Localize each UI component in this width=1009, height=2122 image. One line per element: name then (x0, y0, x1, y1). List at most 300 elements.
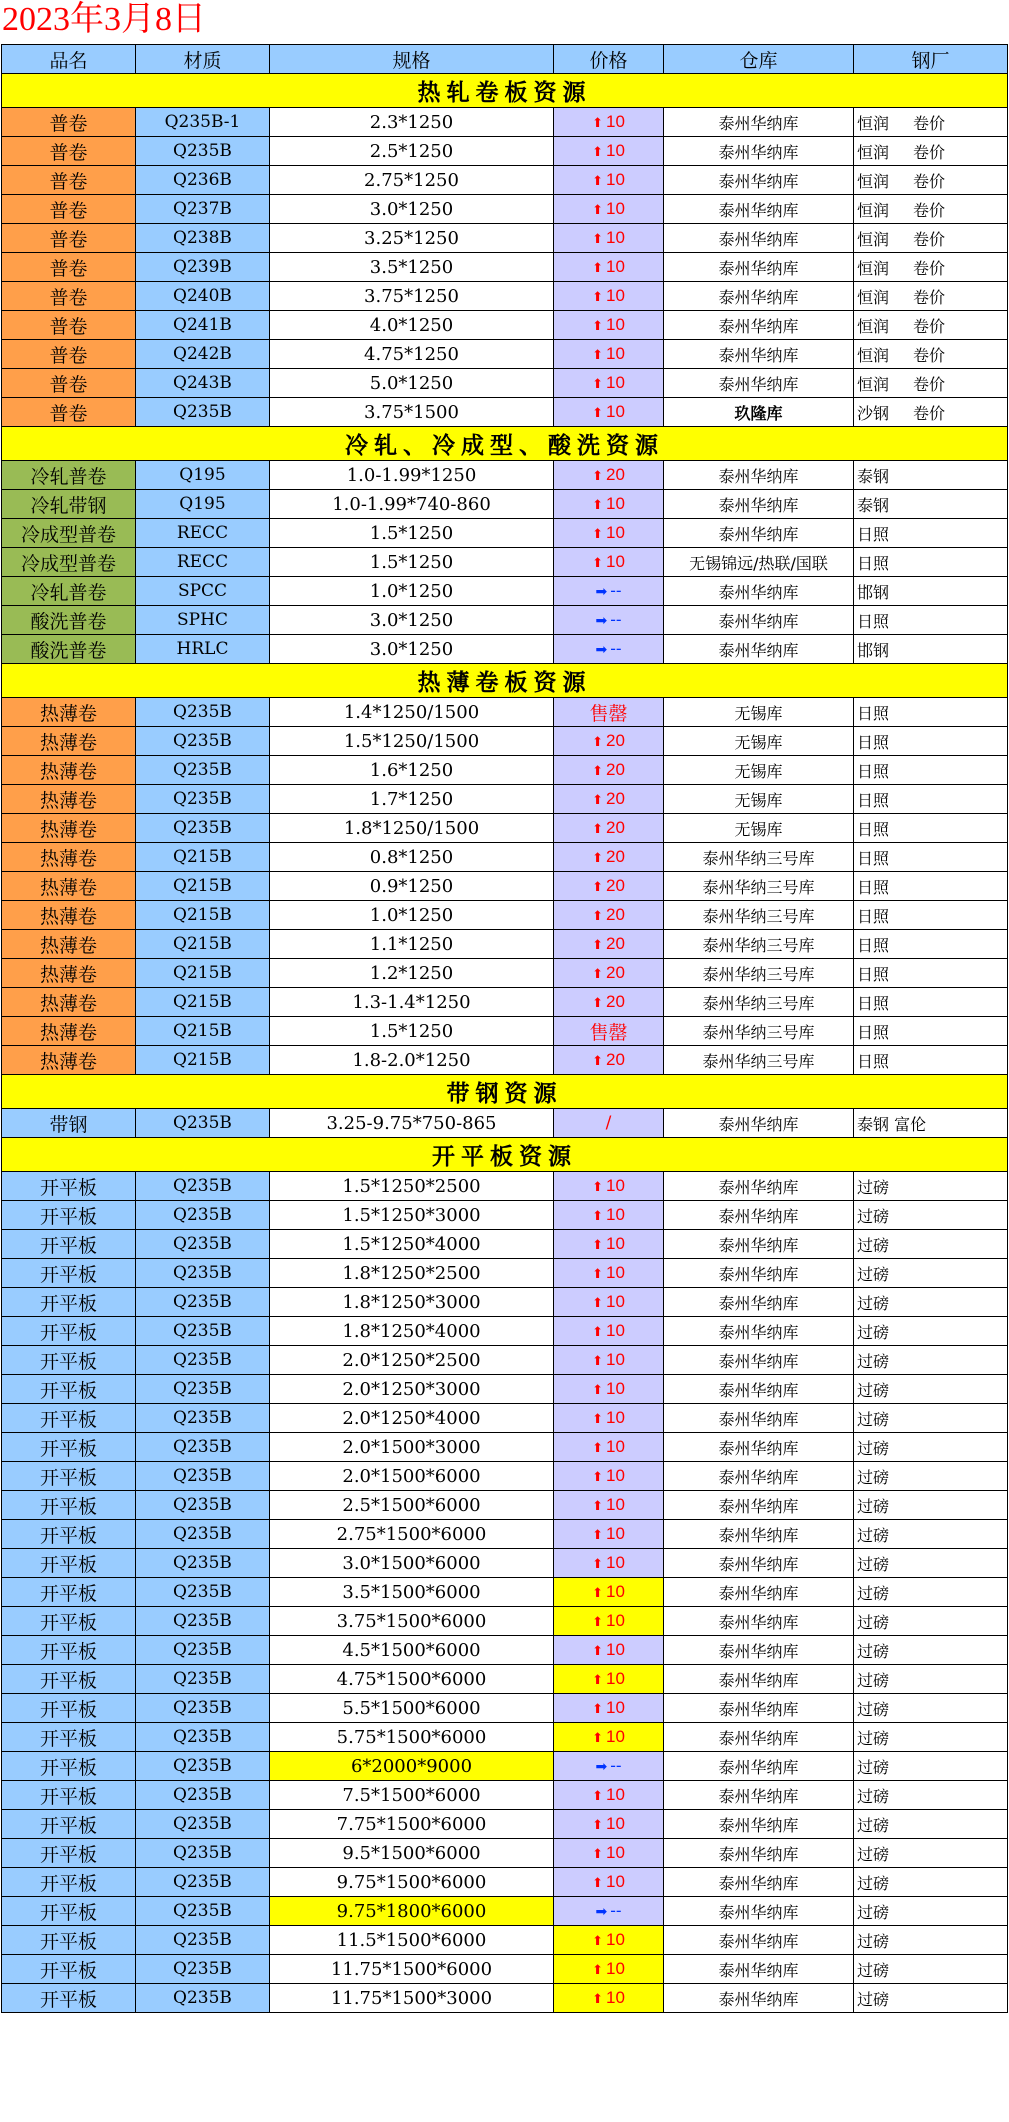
product-name-cell: 热薄卷 (2, 756, 136, 785)
material-cell: Q235B (136, 1665, 270, 1694)
warehouse-cell: 泰州华纳库 (664, 1375, 854, 1404)
header-price: 价格 (554, 45, 664, 74)
mill-cell (854, 1607, 1008, 1636)
material-cell: Q235B (136, 1607, 270, 1636)
material-cell: Q235B (136, 1868, 270, 1897)
material-cell: HRLC (136, 635, 270, 664)
up-arrow-icon: ⬆ (592, 880, 603, 895)
price-change: 10 (605, 1263, 625, 1282)
right-arrow-icon: ➡ (595, 613, 608, 629)
mill-cell (854, 606, 1008, 635)
price-cell (554, 1752, 664, 1781)
material-cell: Q235B (136, 1694, 270, 1723)
material-cell: Q235B (136, 137, 270, 166)
material-cell: Q235B (136, 1462, 270, 1491)
price-change: 10 (605, 1814, 625, 1833)
price-cell (554, 698, 664, 727)
mill-name: 过磅 (857, 1612, 890, 1632)
up-arrow-icon: ⬆ (592, 1876, 603, 1891)
price-cell (554, 1288, 664, 1317)
material-cell: Q215B (136, 959, 270, 988)
spec-cell: 9.75*1800*6000 (270, 1897, 554, 1926)
warehouse-cell: 泰州华纳库 (664, 1897, 854, 1926)
price-cell (554, 843, 664, 872)
product-name-cell: 冷成型普卷 (2, 519, 136, 548)
material-cell: Q235B (136, 1984, 270, 2013)
material-cell: Q235B (136, 1752, 270, 1781)
mill-name: 恒润 (857, 374, 890, 394)
table-row (2, 1665, 1008, 1694)
mill-cell (854, 340, 1008, 369)
price-basis: 卷价 (913, 171, 946, 191)
mill-cell (854, 311, 1008, 340)
price-cell (554, 1346, 664, 1375)
warehouse-cell: 泰州华纳三号库 (664, 843, 854, 872)
up-arrow-icon: ⬆ (592, 822, 603, 837)
mill-name: 过磅 (857, 1177, 890, 1197)
right-arrow-icon: ➡ (595, 584, 608, 600)
up-arrow-icon: ⬆ (592, 1847, 603, 1862)
spec-cell: 1.5*1250*3000 (270, 1201, 554, 1230)
price-change: 10 (605, 1205, 625, 1224)
warehouse-cell: 无锡库 (664, 785, 854, 814)
product-name-cell: 热薄卷 (2, 901, 136, 930)
price-change: 10 (605, 1698, 625, 1717)
price-cell (554, 1520, 664, 1549)
spec-cell: 9.75*1500*6000 (270, 1868, 554, 1897)
mill-name: 过磅 (857, 1960, 890, 1980)
price-cell (554, 108, 664, 137)
material-cell: Q235B (136, 1404, 270, 1433)
mill-name: 恒润 (857, 258, 890, 278)
mill-cell (854, 1288, 1008, 1317)
price-cell (554, 1984, 664, 2013)
table-row (2, 490, 1008, 519)
mill-cell (854, 1984, 1008, 2013)
table-row (2, 166, 1008, 195)
price-cell (554, 1404, 664, 1433)
mill-name: 日照 (857, 524, 890, 544)
mill-name: 过磅 (857, 1931, 890, 1951)
mill-cell (854, 1926, 1008, 1955)
warehouse-cell: 泰州华纳库 (664, 1694, 854, 1723)
product-name-cell: 冷成型普卷 (2, 548, 136, 577)
mill-cell (854, 253, 1008, 282)
mill-cell (854, 1046, 1008, 1075)
spec-cell: 5.5*1500*6000 (270, 1694, 554, 1723)
product-name-cell: 开平板 (2, 1984, 136, 2013)
price-change: 10 (605, 170, 625, 189)
table-row (2, 369, 1008, 398)
warehouse-cell: 泰州华纳库 (664, 1955, 854, 1984)
up-arrow-icon: ⬆ (592, 1209, 603, 1224)
up-arrow-icon: ⬆ (592, 203, 603, 218)
product-name-cell: 普卷 (2, 340, 136, 369)
material-cell: Q235B (136, 727, 270, 756)
spec-cell: 1.8*1250*2500 (270, 1259, 554, 1288)
table-row (2, 1046, 1008, 1075)
product-name-cell: 开平板 (2, 1839, 136, 1868)
mill-name: 日照 (857, 819, 890, 839)
material-cell: Q236B (136, 166, 270, 195)
mill-cell (854, 756, 1008, 785)
mill-name: 过磅 (857, 1409, 890, 1429)
warehouse-cell: 泰州华纳三号库 (664, 959, 854, 988)
section-row (2, 74, 1008, 108)
mill-cell (854, 1665, 1008, 1694)
warehouse-cell: 泰州华纳库 (664, 1259, 854, 1288)
price-cell (554, 137, 664, 166)
mill-name: 过磅 (857, 1728, 890, 1748)
up-arrow-icon: ⬆ (592, 1470, 603, 1485)
material-cell: Q215B (136, 988, 270, 1017)
price-change: 10 (605, 1321, 625, 1340)
mill-cell (854, 282, 1008, 311)
up-arrow-icon: ⬆ (592, 1354, 603, 1369)
product-name-cell: 开平板 (2, 1288, 136, 1317)
warehouse-cell: 泰州华纳库 (664, 137, 854, 166)
up-arrow-icon: ⬆ (592, 1673, 603, 1688)
warehouse-cell: 泰州华纳库 (664, 1491, 854, 1520)
product-name-cell: 热薄卷 (2, 988, 136, 1017)
spec-cell: 1.7*1250 (270, 785, 554, 814)
mill-name: 过磅 (857, 1467, 890, 1487)
up-arrow-icon: ⬆ (592, 469, 603, 484)
right-arrow-icon: ➡ (595, 642, 608, 658)
table-row (2, 1810, 1008, 1839)
mill-name: 日照 (857, 906, 890, 926)
warehouse-cell: 泰州华纳三号库 (664, 1046, 854, 1075)
price-cell (554, 253, 664, 282)
price-cell (554, 282, 664, 311)
mill-cell (854, 1017, 1008, 1046)
material-cell: RECC (136, 519, 270, 548)
price-change: 10 (605, 228, 625, 247)
material-cell: Q235B (136, 1578, 270, 1607)
up-arrow-icon: ⬆ (592, 1499, 603, 1514)
warehouse-cell: 泰州华纳库 (664, 1781, 854, 1810)
price-change: 10 (605, 552, 625, 571)
product-name-cell: 开平板 (2, 1694, 136, 1723)
material-cell: Q235B (136, 1109, 270, 1138)
up-arrow-icon: ⬆ (592, 1054, 603, 1069)
up-arrow-icon: ⬆ (592, 1992, 603, 2007)
warehouse-cell: 泰州华纳库 (664, 1230, 854, 1259)
price-change: 20 (605, 905, 625, 924)
mill-cell (854, 548, 1008, 577)
table-row (2, 195, 1008, 224)
mill-name: 过磅 (857, 1989, 890, 2009)
mill-cell (854, 1694, 1008, 1723)
mill-cell (854, 1955, 1008, 1984)
product-name-cell: 热薄卷 (2, 872, 136, 901)
section-row (2, 1138, 1008, 1172)
table-row (2, 1017, 1008, 1046)
mill-name: 日照 (857, 964, 890, 984)
product-name-cell: 普卷 (2, 137, 136, 166)
spec-cell: 3.0*1250 (270, 635, 554, 664)
table-row (2, 224, 1008, 253)
price-cell (554, 988, 664, 1017)
mill-name: 日照 (857, 553, 890, 573)
up-arrow-icon: ⬆ (592, 1441, 603, 1456)
warehouse-cell: 泰州华纳库 (664, 224, 854, 253)
up-arrow-icon: ⬆ (592, 1963, 603, 1978)
material-cell: Q215B (136, 843, 270, 872)
product-name-cell: 开平板 (2, 1346, 136, 1375)
mill-name: 过磅 (857, 1757, 890, 1777)
price-change: 10 (605, 1669, 625, 1688)
mill-name: 日照 (857, 1022, 890, 1042)
up-arrow-icon: ⬆ (592, 1789, 603, 1804)
product-name-cell: 开平板 (2, 1433, 136, 1462)
section-title: 热薄卷板资源 (2, 664, 1008, 698)
price-basis: 卷价 (913, 345, 946, 365)
price-cell (554, 1375, 664, 1404)
product-name-cell: 开平板 (2, 1462, 136, 1491)
spec-cell: 11.75*1500*6000 (270, 1955, 554, 1984)
spec-cell: 2.5*1500*6000 (270, 1491, 554, 1520)
price-cell (554, 1046, 664, 1075)
table-row (2, 1897, 1008, 1926)
price-cell (554, 398, 664, 427)
product-name-cell: 开平板 (2, 1926, 136, 1955)
price-cell (554, 1810, 664, 1839)
mill-name: 过磅 (857, 1351, 890, 1371)
product-name-cell: 普卷 (2, 108, 136, 137)
section-title: 开平板资源 (2, 1138, 1008, 1172)
material-cell: Q235B (136, 1839, 270, 1868)
warehouse-cell: 泰州华纳库 (664, 1462, 854, 1491)
product-name-cell: 开平板 (2, 1955, 136, 1984)
spec-cell: 3.75*1250 (270, 282, 554, 311)
warehouse-cell: 泰州华纳库 (664, 195, 854, 224)
price-change: 10 (605, 1379, 625, 1398)
header-spec: 规格 (270, 45, 554, 74)
up-arrow-icon: ⬆ (592, 909, 603, 924)
warehouse-cell: 泰州华纳库 (664, 1520, 854, 1549)
up-arrow-icon: ⬆ (592, 527, 603, 542)
price-cell (554, 1109, 664, 1138)
price-change: 10 (605, 1553, 625, 1572)
price-cell (554, 727, 664, 756)
price-cell (554, 195, 664, 224)
warehouse-cell: 泰州华纳库 (664, 1607, 854, 1636)
mill-cell (854, 195, 1008, 224)
spec-cell: 1.8-2.0*1250 (270, 1046, 554, 1075)
warehouse-cell: 泰州华纳库 (664, 1839, 854, 1868)
table-row (2, 1549, 1008, 1578)
mill-cell (854, 698, 1008, 727)
warehouse-cell: 玖隆库 (664, 398, 854, 427)
mill-cell (854, 635, 1008, 664)
material-cell: Q241B (136, 311, 270, 340)
mill-name: 日照 (857, 732, 890, 752)
price-cell (554, 1926, 664, 1955)
price-cell (554, 1017, 664, 1046)
material-cell: Q235B (136, 756, 270, 785)
price-change: -- (610, 1901, 622, 1920)
spec-cell: 4.75*1250 (270, 340, 554, 369)
warehouse-cell: 泰州华纳库 (664, 577, 854, 606)
table-row (2, 137, 1008, 166)
price-basis: 卷价 (913, 200, 946, 220)
section-title: 带钢资源 (2, 1075, 1008, 1109)
spec-cell: 1.0*1250 (270, 901, 554, 930)
warehouse-cell: 泰州华纳三号库 (664, 1017, 854, 1046)
right-arrow-icon: ➡ (595, 1904, 608, 1920)
spec-cell: 1.8*1250/1500 (270, 814, 554, 843)
mill-cell (854, 1375, 1008, 1404)
material-cell: SPHC (136, 606, 270, 635)
spec-cell: 2.75*1500*6000 (270, 1520, 554, 1549)
price-change: -- (610, 610, 622, 629)
mill-name: 过磅 (857, 1264, 890, 1284)
mill-cell (854, 490, 1008, 519)
table-row (2, 1462, 1008, 1491)
product-name-cell: 开平板 (2, 1520, 136, 1549)
product-name-cell: 开平板 (2, 1404, 136, 1433)
product-name-cell: 开平板 (2, 1317, 136, 1346)
spec-cell: 9.5*1500*6000 (270, 1839, 554, 1868)
price-change: 10 (605, 1350, 625, 1369)
mill-cell (854, 988, 1008, 1017)
table-row (2, 698, 1008, 727)
price-cell (554, 369, 664, 398)
up-arrow-icon: ⬆ (592, 556, 603, 571)
mill-cell (854, 1433, 1008, 1462)
spec-cell: 1.4*1250/1500 (270, 698, 554, 727)
spec-cell: 1.5*1250*2500 (270, 1172, 554, 1201)
warehouse-cell: 泰州华纳库 (664, 1549, 854, 1578)
table-row (2, 1375, 1008, 1404)
product-name-cell: 开平板 (2, 1897, 136, 1926)
price-change: 10 (605, 1176, 625, 1195)
price-change: 10 (605, 315, 625, 334)
spec-cell: 3.5*1250 (270, 253, 554, 282)
price-basis: 卷价 (913, 287, 946, 307)
material-cell: Q240B (136, 282, 270, 311)
up-arrow-icon: ⬆ (592, 1325, 603, 1340)
spec-cell: 1.6*1250 (270, 756, 554, 785)
product-name-cell: 普卷 (2, 369, 136, 398)
price-change: 10 (605, 257, 625, 276)
section-title: 热轧卷板资源 (2, 74, 1008, 108)
price-cell (554, 1549, 664, 1578)
spec-cell: 2.0*1500*6000 (270, 1462, 554, 1491)
warehouse-cell: 无锡库 (664, 756, 854, 785)
table-row (2, 311, 1008, 340)
price-cell (554, 1723, 664, 1752)
material-cell: Q235B (136, 1491, 270, 1520)
warehouse-cell: 泰州华纳库 (664, 1723, 854, 1752)
mill-cell (854, 398, 1008, 427)
table-row (2, 1520, 1008, 1549)
material-cell: Q239B (136, 253, 270, 282)
mill-name: 沙钢 (857, 403, 890, 423)
table-row (2, 519, 1008, 548)
mill-name: 过磅 (857, 1670, 890, 1690)
warehouse-cell: 泰州华纳库 (664, 369, 854, 398)
price-cell (554, 930, 664, 959)
product-name-cell: 冷轧普卷 (2, 461, 136, 490)
material-cell: Q215B (136, 1017, 270, 1046)
warehouse-cell: 泰州华纳库 (664, 1404, 854, 1433)
table-row (2, 1752, 1008, 1781)
material-cell: Q235B (136, 1259, 270, 1288)
price-cell (554, 548, 664, 577)
price-cell (554, 166, 664, 195)
price-cell (554, 814, 664, 843)
mill-cell (854, 1317, 1008, 1346)
up-arrow-icon: ⬆ (592, 1180, 603, 1195)
up-arrow-icon: ⬆ (592, 1528, 603, 1543)
table-row (2, 814, 1008, 843)
material-cell: Q235B (136, 814, 270, 843)
price-basis: 卷价 (913, 258, 946, 278)
table-row (2, 1230, 1008, 1259)
price-cell (554, 224, 664, 253)
price-cell (554, 490, 664, 519)
mill-cell (854, 901, 1008, 930)
price-change: 20 (605, 465, 625, 484)
spec-cell: 3.0*1250 (270, 195, 554, 224)
price-basis: 卷价 (913, 316, 946, 336)
material-cell: Q242B (136, 340, 270, 369)
price-cell (554, 1317, 664, 1346)
price-change: 10 (605, 1640, 625, 1659)
warehouse-cell: 泰州华纳库 (664, 1752, 854, 1781)
product-name-cell: 开平板 (2, 1752, 136, 1781)
up-arrow-icon: ⬆ (592, 145, 603, 160)
up-arrow-icon: ⬆ (592, 1615, 603, 1630)
product-name-cell: 普卷 (2, 253, 136, 282)
up-arrow-icon: ⬆ (592, 1934, 603, 1949)
price-change: 20 (605, 847, 625, 866)
warehouse-cell: 泰州华纳库 (664, 1636, 854, 1665)
spec-cell: 1.5*1250*4000 (270, 1230, 554, 1259)
up-arrow-icon: ⬆ (592, 261, 603, 276)
mill-name: 恒润 (857, 316, 890, 336)
up-arrow-icon: ⬆ (592, 348, 603, 363)
mill-name: 邯钢 (857, 640, 890, 660)
warehouse-cell: 泰州华纳库 (664, 1665, 854, 1694)
price-cell (554, 1491, 664, 1520)
warehouse-cell: 泰州华纳库 (664, 519, 854, 548)
material-cell: Q235B (136, 1375, 270, 1404)
table-row (2, 282, 1008, 311)
material-cell: Q235B (136, 1230, 270, 1259)
table-row (2, 727, 1008, 756)
material-cell: Q195 (136, 461, 270, 490)
spec-cell: 11.75*1500*3000 (270, 1984, 554, 2013)
product-name-cell: 热薄卷 (2, 727, 136, 756)
warehouse-cell: 泰州华纳三号库 (664, 930, 854, 959)
price-cell (554, 1172, 664, 1201)
spec-cell: 1.0-1.99*1250 (270, 461, 554, 490)
price-change: 10 (605, 1234, 625, 1253)
mill-name: 日照 (857, 877, 890, 897)
price-change: 20 (605, 876, 625, 895)
product-name-cell: 开平板 (2, 1781, 136, 1810)
mill-cell (854, 1839, 1008, 1868)
product-name-cell: 热薄卷 (2, 930, 136, 959)
price-cell (554, 461, 664, 490)
price-cell (554, 1897, 664, 1926)
product-name-cell: 普卷 (2, 282, 136, 311)
spec-cell: 7.5*1500*6000 (270, 1781, 554, 1810)
spec-cell: 1.5*1250 (270, 1017, 554, 1046)
